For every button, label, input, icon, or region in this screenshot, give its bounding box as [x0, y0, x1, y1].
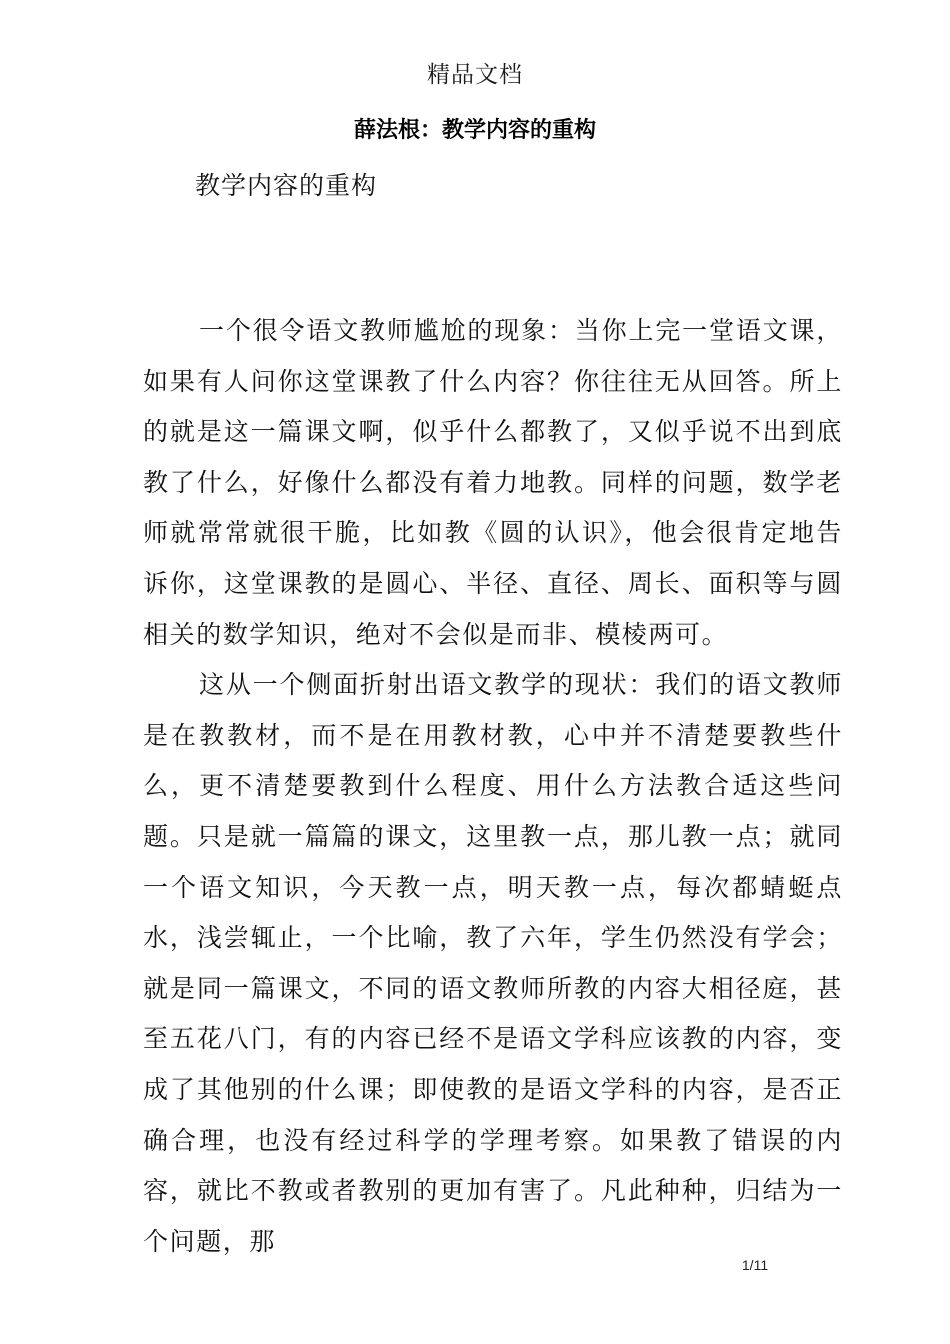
page-header: 精品文档 — [427, 62, 523, 88]
paragraph: 这从一个侧面折射出语文教学的现状：我们的语文教师是在教教材，而不是在用教材教，心中并不清楚要教些什么，更不清楚要教到什么程度、用什么方法教合适这些问题。只是就一篇篇的课文，这里教一点，那儿教一点；就同一个语文知识，今天教一点，明天教一点，每次都蜻蜓点水，浅尝辄止，一个比喻，教了六年，学生仍然没有学会；就是同一篇课文，不同的语文教师所教的内容大相径庭，甚至五花八门，有的内容已经不是语文学科应该教的内容，变成了其他别的什么课；即使教的是语文学科的内容，是否正确合理，也没有经过科学的学理考察。如果教了错误的内容，就比不教或者教别的更加有害了。凡此种种，归结为一个问题，那 — [143, 670, 843, 1256]
document-subtitle: 教学内容的重构 — [195, 171, 378, 200]
document-body — [143, 306, 843, 1267]
document-title: 薛法根：教学内容的重构 — [353, 118, 596, 143]
page-number: 1/11 — [741, 1257, 769, 1273]
paragraph: 一个很令语文教师尴尬的现象：当你上完一堂语文课，如果有人问你这堂课教了什么内容？你往往无从回答。所上的就是这一篇课文啊，似乎什么都教了，又似乎说不出到底教了什么，好像什么都没有着力地教。同样的问题，数学老师就常常就很干脆，比如教《圆的认识》，他会很肯定地告诉你，这堂课教的是圆心、半径、直径、周长、面积等与圆相关的数学知识，绝对不会似是而非、模棱两可。 — [143, 316, 843, 649]
